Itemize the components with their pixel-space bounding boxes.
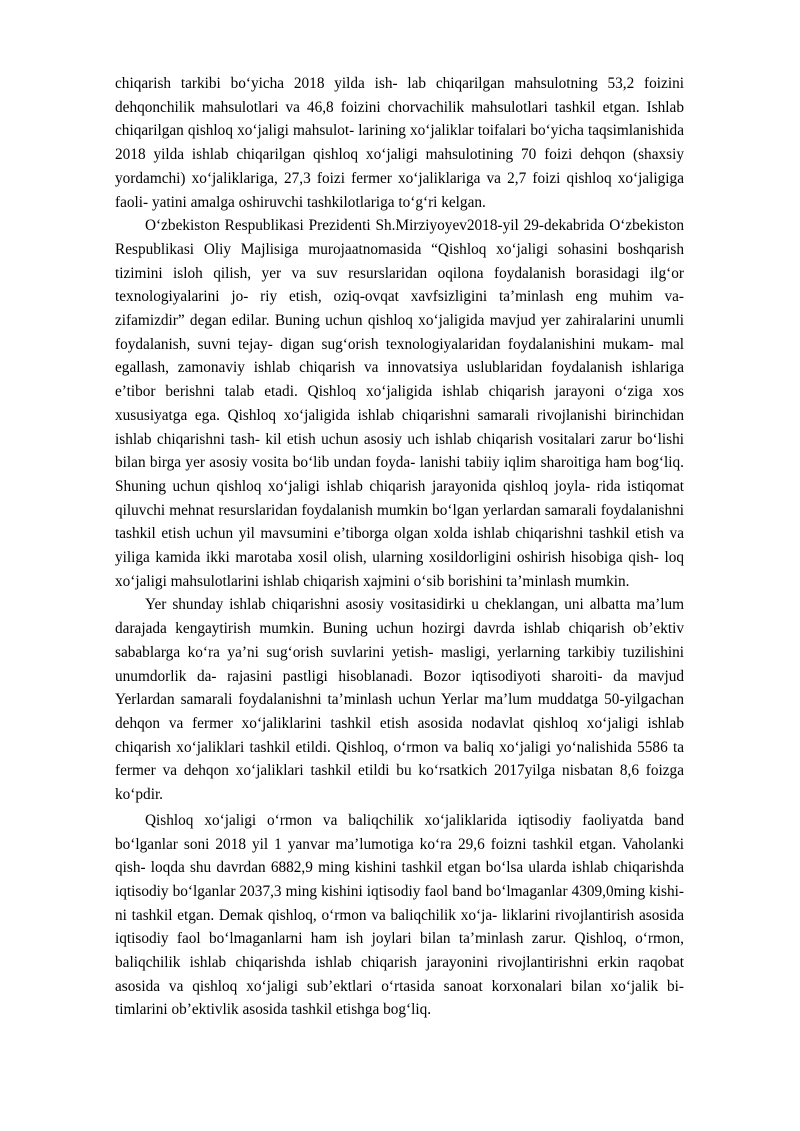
paragraph-4: Qishloq xo‘jaligi o‘rmon va baliqchilik xo‘jaliklarida iqtisodiy faoliyatda band bo‘lganlar soni 2018 yil 1 yanvar ma’lumotiga ko‘ra 29,6 foizni tashkil etgan. Vaholanki qish- loqda shu davrdan 6882,9 ming kishini tashkil etgan bo‘lsa ularda ishlab chiqarishda iqtisodiy bo‘lganlar 2037,3 ming kishini iqtisodiy faol band bo‘lmaganlar 4309,0ming kishi- ni tashkil etgan. Demak qishloq, o‘rmon va baliqchilik xo‘ja- liklarini rivojlantirish asosida iqtisodiy faol bo‘lmaganlarni ham ish joylari bilan ta’minlash zarur. Qishloq, o‘rmon, baliqchilik ishlab chiqarishda ishlab chiqarish jarayonini rivojlantirishni erkin raqobat asosida va qishloq xo‘jaligi sub’ektlari o‘rtasida sanoat korxonalari bilan xo‘jalik bi- timlarini ob’ektivlik asosida tashkil etishga bog‘liq. <box>115 811 684 1019</box>
paragraph-2: O‘zbekiston Respublikasi Prezidenti Sh.Mirziyoyev2018-yil 29-dekabrida O‘zbekiston Respublikasi Oliy Majlisiga murojaatnomasida “Qishloq xo‘jaligi sohasini boshqarish tizimini isloh qilish, yer va suv resurslaridan oqilona foydalanish borasidagi ilg‘or texnologiyalarini jo- riy etish, oziq-ovqat xavfsizligini ta’minlash eng muhim va- zifamizdir” degan edilar. Buning uchun qishloq xo‘jaligida mavjud yer zahiralarini unumli foydalanish, suvni tejay- digan sug‘orish texnologiyalaridan foydalanishini mukam- mal egallash, zamonaviy ishlab chiqarish va innovatsiya uslublaridan foydalanish ishlariga e’tibor berishni talab etadi. Qishloq xo‘jaligida ishlab chiqarish jarayoni o‘ziga xos xususiyatga ega. Qishloq xo‘jaligida ishlab chiqarishni samarali rivojlanishi birinchidan ishlab chiqarishni tash- kil etish uchun asosiy uch ishlab chiqarish vositalari zarur bo‘lishi bilan birga yer asosiy vosita bo‘lib undan foyda- lanishi tabiiy iqlim sharoitiga ham bog‘liq. Shuning uchun qishloq xo‘jaligi ishlab chiqarish jarayonida qishloq joyla- rida istiqomat qiluvchi mehnat resurslaridan foydalanish mumkin bo‘lgan yerlardan samarali foydalanishni tashkil etish uchun yil mavsumini e’tiborga olgan xolda ishlab chiqarishni tashkil etish va yiliga kamida ikki marotaba xosil olish, ularning xosildorligini oshirish hisobiga qish- loq xo‘jaligi mahsulotlarini ishlab chiqarish xajmini o‘sib borishini ta’minlash mumkin. <box>115 217 684 590</box>
document-page <box>115 72 684 1022</box>
paragraph-1: chiqarish tarkibi bo‘yicha 2018 yilda ish- lab chiqarilgan mahsulotning 53,2 foizini dehqonchilik mahsulotlari va 46,8 foizini chorvachilik mahsulotlari tashkil etgan. Ishlab chiqarilgan qishloq xo‘jaligi mahsulot- larining xo‘jaliklar toifalari bo‘yicha taqsimlanishida 2018 yilda ishlab chiqarilgan qishloq xo‘jaligi mahsulotining 70 foizi dehqon (shaxsiy yordamchi) xo‘jaliklariga, 27,3 foizi fermer xo‘jaliklariga va 2,7 foizi qishloq xo‘jaligiga faoli- yatini amalga oshiruvchi tashkilotlariga to‘g‘ri kelgan. <box>115 75 684 211</box>
paragraph-3: Yer shunday ishlab chiqarishni asosiy vositasidirki u cheklangan, uni albatta ma’lum darajada kengaytirish mumkin. Buning uchun hozirgi davrda ishlab chiqarish ob’ektiv sabablarga ko‘ra ya’ni sug‘orish suvlarini yetish- masligi, yerlarning tarkibiy tuzilishini unumdorlik da- rajasini pastligi hisoblanadi. Bozor iqtisodiyoti sharoiti- da mavjud Yerlardan samarali foydalanishni ta’minlash uchun Yerlar ma’lum muddatga 50-yilgachan dehqon va fermer xo‘jaliklarini tashkil etish asosida nodavlat qishloq xo‘jaligi ishlab chiqarish xo‘jaliklari tashkil etildi. Qishloq, o‘rmon va baliq xo‘jaligi yo‘nalishida 5586 ta fermer va dehqon xo‘jaliklari tashkil etildi bu ko‘rsatkich 2017yilga nisbatan 8,6 foizga ko‘pdir. <box>115 596 684 804</box>
